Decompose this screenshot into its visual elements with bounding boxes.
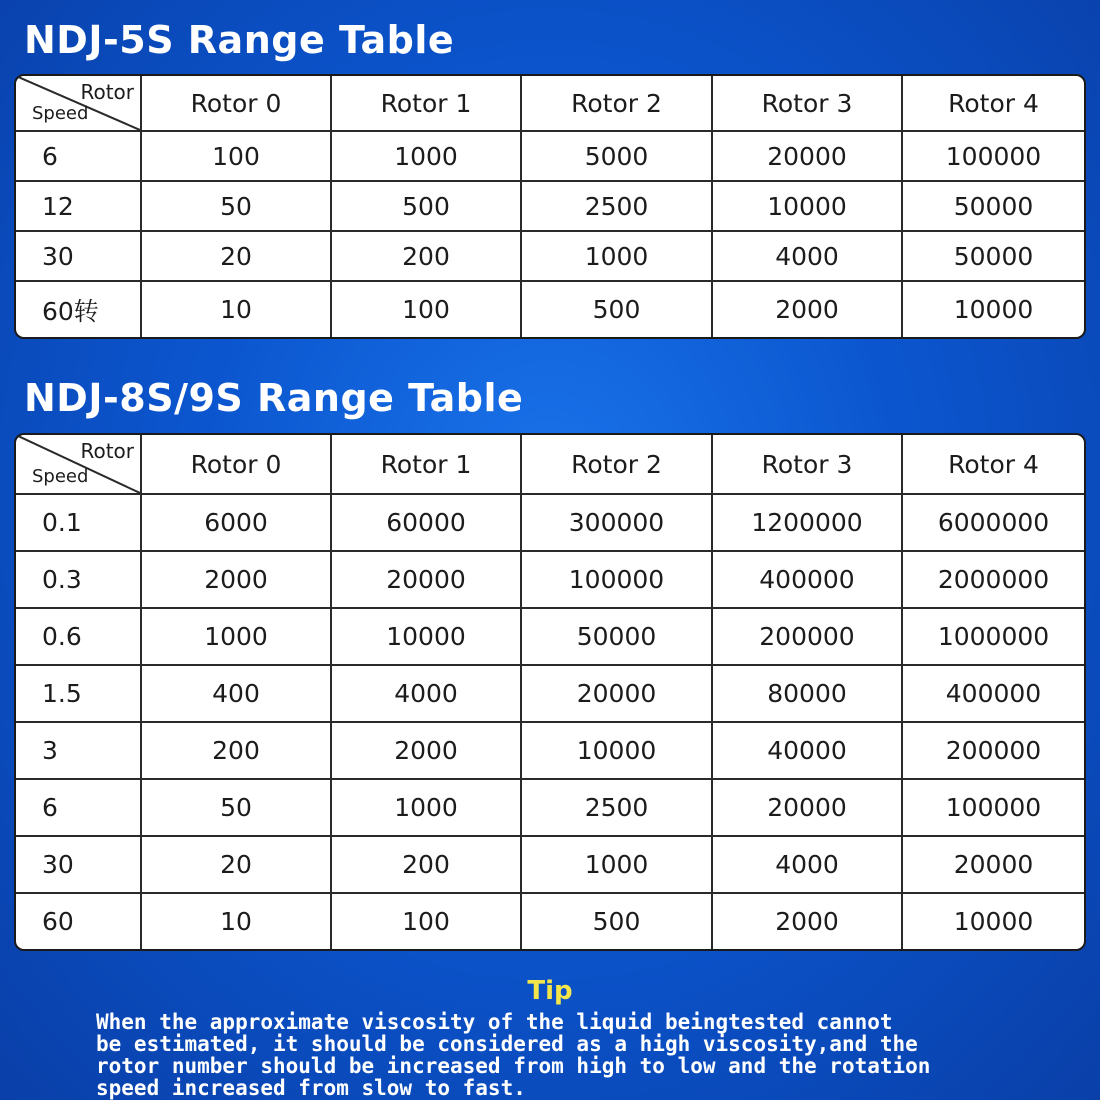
- table-row: [16, 232, 1084, 282]
- value-cell: 20: [142, 232, 332, 282]
- speed-cell: 30: [16, 232, 142, 282]
- speed-cell: 30: [16, 837, 142, 894]
- value-cell: 2000: [713, 282, 903, 337]
- value-cell: 5000: [522, 132, 713, 182]
- value-cell: 200: [332, 837, 522, 894]
- value-cell: 1000: [142, 609, 332, 666]
- column-header: Rotor 4: [903, 435, 1084, 495]
- table-row: [16, 182, 1084, 232]
- value-cell: 10000: [332, 609, 522, 666]
- table-row: [16, 780, 1084, 837]
- speed-cell: 0.3: [16, 552, 142, 609]
- value-cell: 100: [142, 132, 332, 182]
- column-header: Rotor 0: [142, 435, 332, 495]
- value-cell: 1200000: [713, 495, 903, 552]
- value-cell: 200: [142, 723, 332, 780]
- corner-header-cell: [16, 435, 142, 495]
- column-header: Rotor 2: [522, 76, 713, 132]
- tip-heading: Tip: [527, 976, 573, 1006]
- tip-text: [96, 1011, 1076, 1099]
- value-cell: 1000: [332, 780, 522, 837]
- value-cell: 50000: [522, 609, 713, 666]
- value-cell: 20000: [713, 780, 903, 837]
- value-cell: 500: [332, 182, 522, 232]
- ndj-8s-9s-table-title: NDJ-8S/9S Range Table: [24, 376, 524, 420]
- table-row: [16, 666, 1084, 723]
- tip-line: When the approximate viscosity of the liquid beingtested cannot: [96, 1010, 893, 1034]
- column-header: Rotor 3: [713, 76, 903, 132]
- value-cell: 400000: [713, 552, 903, 609]
- value-cell: 400: [142, 666, 332, 723]
- value-cell: 2000: [332, 723, 522, 780]
- value-cell: 10000: [522, 723, 713, 780]
- value-cell: 500: [522, 282, 713, 337]
- value-cell: 1000000: [903, 609, 1084, 666]
- column-header: Rotor 4: [903, 76, 1084, 132]
- table-row: [16, 894, 1084, 949]
- value-cell: 1000: [332, 132, 522, 182]
- speed-cell: 3: [16, 723, 142, 780]
- value-cell: 50000: [903, 232, 1084, 282]
- table-row: [16, 837, 1084, 894]
- table-row: [16, 609, 1084, 666]
- value-cell: 4000: [332, 666, 522, 723]
- tip-line: speed increased from slow to fast.: [96, 1076, 526, 1100]
- value-cell: 4000: [713, 837, 903, 894]
- table-row: [16, 495, 1084, 552]
- value-cell: 50: [142, 182, 332, 232]
- table-row: [16, 552, 1084, 609]
- ndj-5s-range-table: [14, 74, 1086, 339]
- speed-cell: 0.6: [16, 609, 142, 666]
- speed-cell: 6: [16, 780, 142, 837]
- speed-cell: 12: [16, 182, 142, 232]
- value-cell: 10: [142, 894, 332, 949]
- value-cell: 100: [332, 894, 522, 949]
- value-cell: 200000: [713, 609, 903, 666]
- value-cell: 6000000: [903, 495, 1084, 552]
- table-row: [16, 723, 1084, 780]
- column-header: Rotor 3: [713, 435, 903, 495]
- corner-speed-label: Speed: [32, 103, 89, 124]
- value-cell: 4000: [713, 232, 903, 282]
- value-cell: 20000: [522, 666, 713, 723]
- column-header: Rotor 2: [522, 435, 713, 495]
- value-cell: 10: [142, 282, 332, 337]
- value-cell: 40000: [713, 723, 903, 780]
- ndj-8s-9s-range-table: [14, 433, 1086, 951]
- corner-rotor-label: Rotor: [80, 80, 134, 104]
- tip-line: rotor number should be increased from high to low and the rotation: [96, 1054, 931, 1078]
- table-header-row: [16, 435, 1084, 495]
- column-header: Rotor 1: [332, 435, 522, 495]
- value-cell: 20: [142, 837, 332, 894]
- speed-cell: 0.1: [16, 495, 142, 552]
- value-cell: 6000: [142, 495, 332, 552]
- value-cell: 1000: [522, 837, 713, 894]
- value-cell: 10000: [953, 907, 1034, 936]
- speed-cell: 60: [16, 894, 142, 949]
- value-cell: 200: [332, 232, 522, 282]
- value-cell: 2000: [713, 894, 903, 949]
- value-cell: 200000: [903, 723, 1084, 780]
- value-cell: 10000: [713, 182, 903, 232]
- table-row: [16, 282, 1084, 337]
- value-cell: 20000: [713, 132, 903, 182]
- value-cell: 50000: [903, 182, 1084, 232]
- value-cell: 100000: [903, 780, 1084, 837]
- value-cell: 100000: [522, 552, 713, 609]
- corner-rotor-label: Rotor: [80, 439, 134, 463]
- value-cell: 80000: [713, 666, 903, 723]
- value-cell: 20000: [903, 837, 1084, 894]
- ndj-5s-table-title: NDJ-5S Range Table: [24, 18, 455, 62]
- value-cell: 2000000: [903, 552, 1084, 609]
- speed-cell: 1.5: [16, 666, 142, 723]
- column-header: Rotor 1: [332, 76, 522, 132]
- speed-cell: 60转: [16, 282, 142, 337]
- value-cell: 100000: [903, 132, 1084, 182]
- value-cell: 2000: [142, 552, 332, 609]
- corner-header-cell: [16, 76, 142, 132]
- value-cell: 2500: [522, 182, 713, 232]
- table-header-row: [16, 76, 1084, 132]
- value-cell: 20000: [332, 552, 522, 609]
- value-cell: 50: [142, 780, 332, 837]
- table-row: [16, 132, 1084, 182]
- value-cell: 10000: [953, 295, 1034, 324]
- value-cell: 400000: [903, 666, 1084, 723]
- tip-line: be estimated, it should be considered as a high viscosity,and the: [96, 1032, 918, 1056]
- value-cell: 60000: [332, 495, 522, 552]
- value-cell: 300000: [522, 495, 713, 552]
- value-cell: 2500: [522, 780, 713, 837]
- speed-cell: 6: [16, 132, 142, 182]
- value-cell: 1000: [522, 232, 713, 282]
- column-header: Rotor 0: [142, 76, 332, 132]
- value-cell: 500: [522, 894, 713, 949]
- value-cell: 100: [332, 282, 522, 337]
- corner-speed-label: Speed: [32, 466, 89, 487]
